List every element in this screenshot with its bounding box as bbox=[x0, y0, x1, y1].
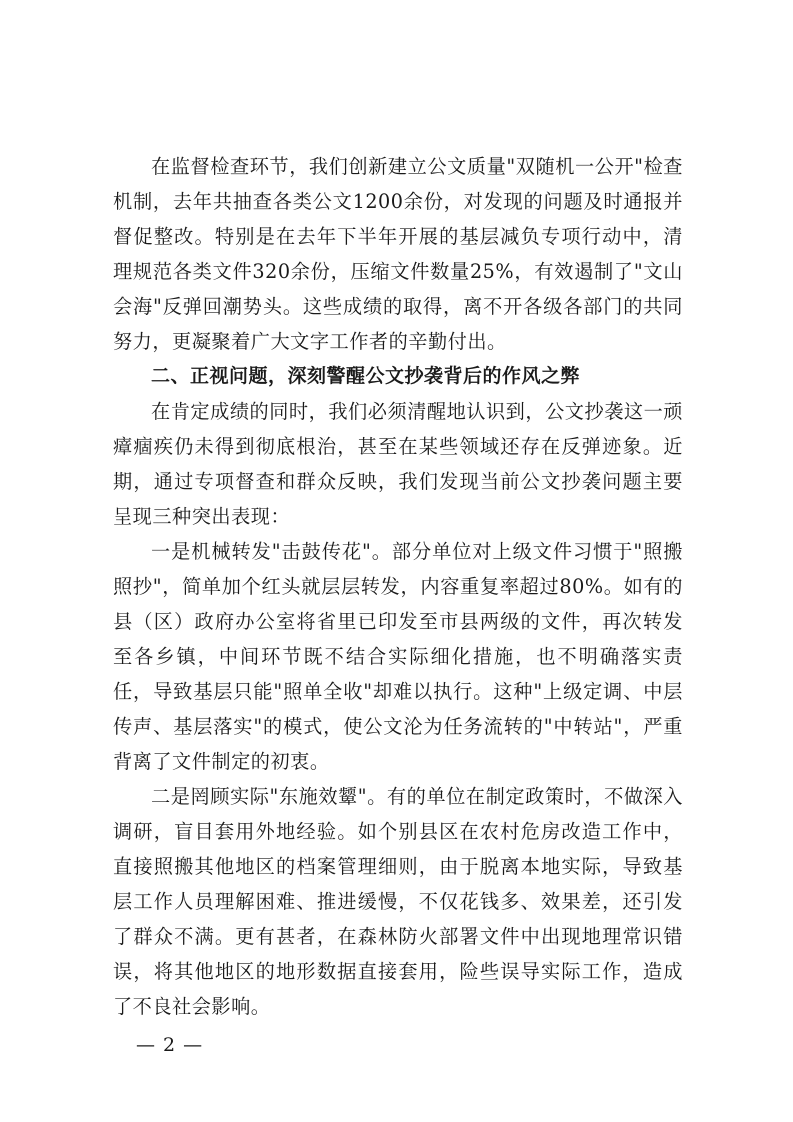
paragraph-ignoring-reality: 二是罔顾实际"东施效颦"。有的单位在制定政策时，不做深入调研，盲目套用外地经验。如个别县区在农村危房改造工作中，直接照搬其他地区的档案管理细则，由于脱离本地实际，导致基层工作人员理解困难、推进缓慢，不仅花钱多、效果差，还引发了群众不满。更有甚者，在森林防火部署文件中出现地理常识错误，将其他地区的地形数据直接套用，险些误导实际工作，造成了不良社会影响。 bbox=[113, 785, 683, 1018]
section-heading-2: 二、正视问题，深刻警醒公文抄袭背后的作风之弊 bbox=[151, 365, 581, 387]
paragraph-supervision-inspection: 在监督检查环节，我们创新建立公文质量"双随机一公开"检查机制，去年共抽查各类公文1200余份，对发现的问题及时通报并督促整改。特别是在去年下半年开展的基层减负专项行动中，清理规范各类文件320余份，压缩文件数量25%，有效遏制了"文山会海"反弹回潮势头。这些成绩的取得，离不开各级各部门的共同努力，更凝聚着广大文字工作者的辛勤付出。 bbox=[113, 155, 683, 353]
paragraph-mechanical-forwarding: 一是机械转发"击鼓传花"。部分单位对上级文件习惯于"照搬照抄"，简单加个红头就层层转发，内容重复率超过80%。如有的县（区）政府办公室将省里已印发至市县两级的文件，再次转发至各乡镇，中间环节既不结合实际细化措施，也不明确落实责任，导致基层只能"照单全收"却难以执行。这种"上级定调、中层传声、基层落实"的模式，使公文沦为任务流转的"中转站"，严重背离了文件制定的初衷。 bbox=[113, 540, 683, 773]
document-body bbox=[113, 149, 683, 1024]
paragraph-problem-recognition: 在肯定成绩的同时，我们必须清醒地认识到，公文抄袭这一顽瘴痼疾仍未得到彻底根治，甚至在某些领域还存在反弹迹象。近期，通过专项督查和群众反映，我们发现当前公文抄袭问题主要呈现三种突出表现： bbox=[113, 400, 683, 528]
page-number: — 2 — bbox=[136, 1034, 204, 1056]
